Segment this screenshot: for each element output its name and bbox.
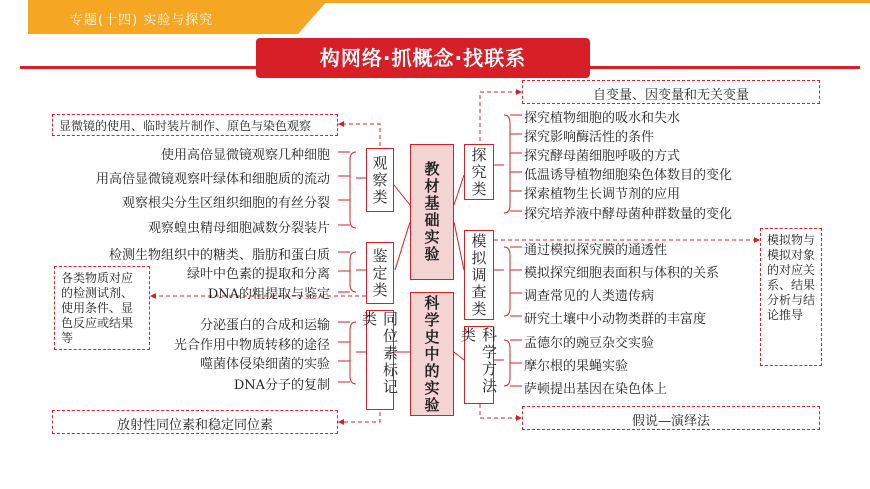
method-item: 孟德尔的豌豆杂交实验 — [524, 336, 655, 351]
identify-item: 绿叶中色素的提取和分离 — [186, 267, 330, 282]
isotope-item: 分泌蛋白的合成和运输 — [199, 318, 330, 333]
isotope-item: 光合作用中物质转移的途径 — [173, 338, 330, 353]
explore-item: 探究培养液中酵母菌种群数量的变化 — [524, 207, 733, 222]
center-history-label: 科学史中的实验 — [422, 294, 441, 414]
explore-item: 探究植物细胞的吸水和失水 — [524, 111, 681, 126]
method-bottom-note — [522, 406, 820, 430]
category-explore-label: 探究类 — [469, 146, 488, 198]
category-identify-label: 鉴定类 — [370, 247, 389, 299]
identify-side-note — [54, 266, 150, 350]
model-item: 调查常见的人类遗传病 — [524, 289, 655, 304]
center-history-box — [410, 292, 454, 416]
category-observe — [366, 148, 394, 212]
identify-item: 检测生物组织中的糖类、脂肪和蛋白质 — [108, 248, 330, 263]
explore-top-note-text: 自变量、因变量和无关变量 — [592, 88, 749, 103]
category-observe-label: 观察类 — [370, 154, 389, 206]
observe-top-note-text: 显微镜的使用、临时装片制作、原色与染色观察 — [59, 119, 312, 133]
model-side-note-text: 模拟物与模拟对象的对应关系、结果分析与结论推导 — [767, 233, 816, 322]
isotope-item: DNA分子的复制 — [233, 378, 330, 393]
explore-item: 低温诱导植物细胞染色体数目的变化 — [524, 168, 733, 183]
category-identify — [366, 242, 394, 304]
header-title: 专题(十四) 实验与探究 — [70, 13, 214, 28]
model-item: 通过模拟探究膜的通透性 — [524, 243, 668, 258]
category-explore — [464, 144, 494, 200]
observe-item: 使用高倍显微镜观察几种细胞 — [160, 148, 330, 163]
category-method — [459, 326, 498, 404]
isotope-bottom-note-text: 放射性同位素和稳定同位素 — [116, 418, 273, 433]
explore-item: 探究酵母菌细胞呼吸的方式 — [524, 149, 681, 164]
explore-item: 探索植物生长调节剂的应用 — [524, 187, 681, 202]
method-item: 摩尔根的果蝇实验 — [524, 359, 629, 374]
observe-item: 观察蝗虫精母细胞减数分裂装片 — [147, 221, 330, 236]
category-model — [464, 230, 494, 320]
center-textbook-label: 教材基础实验 — [422, 161, 441, 263]
model-item: 研究土壤中小动物类群的丰富度 — [524, 312, 707, 327]
method-item: 萨顿提出基因在染色体上 — [524, 382, 668, 397]
category-method-label: 科学方法类 — [459, 327, 498, 395]
observe-top-note — [52, 114, 338, 136]
isotope-bottom-note — [52, 410, 338, 434]
category-isotope — [360, 310, 399, 410]
category-model-label: 模拟调查类 — [469, 232, 488, 318]
identify-side-note-text: 各类物质对应的检测试剂、使用条件、显色反应或结果等 — [61, 271, 134, 345]
identify-item: DNA的粗提取与鉴定 — [207, 287, 330, 302]
observe-item: 观察根尖分生区组织细胞的有丝分裂 — [121, 196, 330, 211]
banner-title: 构网络·抓概念·找联系 — [256, 38, 590, 78]
category-isotope-label: 同位素标记类 — [360, 311, 399, 396]
explore-top-note — [522, 80, 820, 104]
explore-item: 探究影响酶活性的条件 — [524, 130, 655, 145]
observe-item: 用高倍显微镜观察叶绿体和细胞质的流动 — [95, 172, 330, 187]
model-side-note — [760, 228, 822, 366]
isotope-item: 噬菌体侵染细菌的实验 — [199, 357, 330, 372]
center-textbook-box — [410, 144, 454, 280]
model-item: 模拟探究细胞表面积与体积的关系 — [524, 266, 720, 281]
method-bottom-note-text: 假说—演绎法 — [631, 414, 710, 429]
